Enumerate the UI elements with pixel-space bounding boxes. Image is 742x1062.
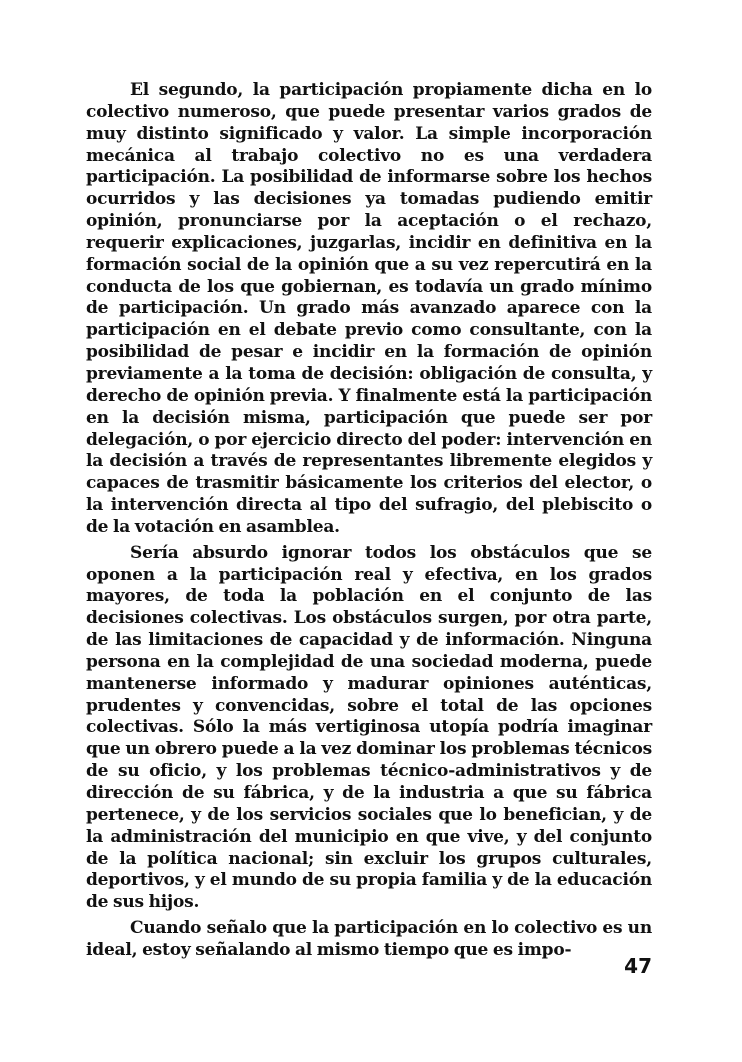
- paragraph-1: El segundo, la participación propiamente dicha en lo colectivo numeroso, que puede presentar varios grados de muy distinto significado y valor. La simple incorporación mecánica al trabajo colectivo no es una verdadera participación. La posibilidad de informarse sobre los hechos ocurridos y las decisiones ya tomadas pudiendo emitir opinión, pronunciarse por la aceptación o el rechazo, requerir explicaciones, juzgarlas, incidir en definitiva en la formación social de la opinión que a su vez repercutirá en la conducta de los que gobiernan, es todavía un grado mínimo de participación. Un grado más avanzado aparece con la participación en el debate previo como consultante, con la posibilidad de pesar e incidir en la formación de opinión previamente a la toma de decisión: obligación de consulta, y derecho de opinión previa. Y finalmente está la participación en la decisión misma, participación que puede ser por delegación, o por ejercicio directo del poder: intervención en la decisión a través de representantes libremente elegidos y capaces de trasmitir básicamente los criterios del elector, o la intervención directa al tipo del sufragio, del plebiscito o de la votación en asamblea.: [86, 80, 652, 537]
- page-body: [86, 80, 652, 966]
- paragraph-2: Sería absurdo ignorar todos los obstáculos que se oponen a la participación real y efectiva, en los grados mayores, de toda la población en el conjunto de las decisiones colectivas. Los obstáculos surgen, por otra parte, de las limitaciones de capacidad y de información. Ninguna persona en la complejidad de una sociedad moderna, puede mantenerse informado y madurar opiniones auténticas, prudentes y convencidas, sobre el total de las opciones colectivas. Sólo la más vertiginosa utopía podría imaginar que un obrero puede a la vez dominar los problemas técnicos de su oficio, y los problemas técnico-administrativos y de dirección de su fábrica, y de la industria a que su fábrica pertenece, y de los servicios sociales que lo benefician, y de la administración del municipio en que vive, y del conjunto de la política nacional; sin excluir los grupos culturales, deportivos, y el mundo de su propia familia y de la educación de sus hijos.: [86, 542, 652, 913]
- paragraph-3: Cuando señalo que la participación en lo colectivo es un ideal, estoy señalando al mismo tiempo que es impo-: [86, 918, 652, 960]
- page-number: 47: [624, 954, 652, 978]
